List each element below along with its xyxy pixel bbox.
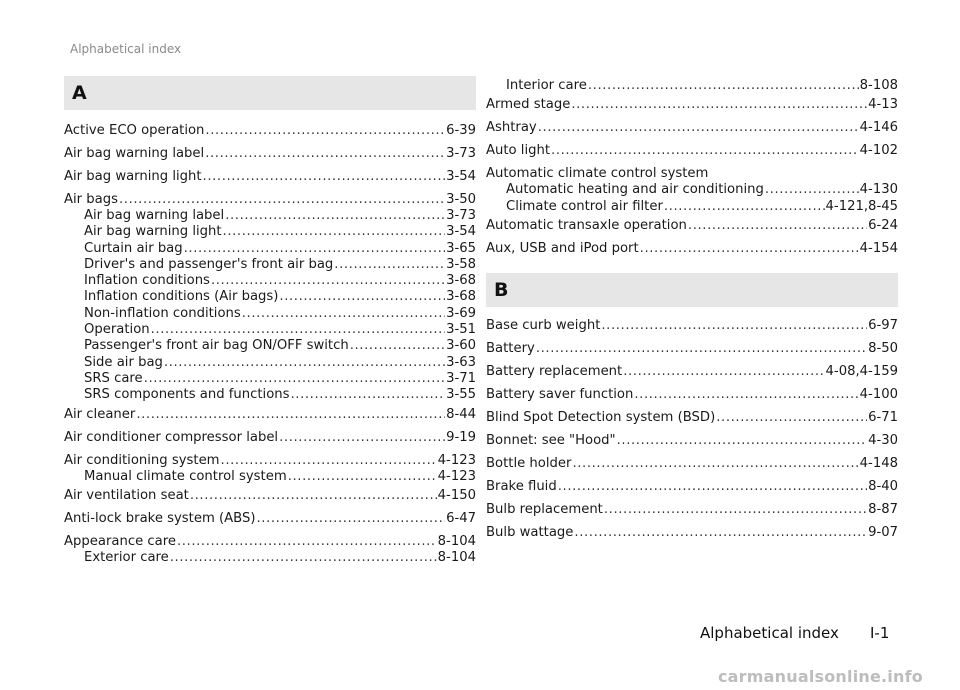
index-entry	[64, 191, 476, 208]
index-entry	[64, 168, 476, 185]
entry-page-ref: 4-100	[859, 386, 898, 402]
entry-label: Automatic climate control system	[486, 166, 709, 182]
entry-label: Active ECO operation	[64, 123, 205, 138]
index-entry	[64, 533, 476, 550]
dot-leader	[334, 257, 445, 273]
dot-leader	[221, 452, 437, 469]
running-header: Alphabetical index	[70, 42, 182, 56]
entry-label: Air bags	[64, 192, 118, 207]
index-entry	[486, 363, 898, 380]
dot-leader	[257, 510, 446, 527]
dot-leader	[291, 387, 446, 403]
entry-page-ref: 8-40	[868, 478, 898, 494]
entry-page-ref: 3-69	[446, 305, 476, 321]
entry-label: Battery replacement	[486, 363, 623, 379]
entry-page-ref: 4-08,4-159	[825, 363, 898, 379]
entry-label: Operation	[84, 322, 150, 338]
dot-leader	[190, 487, 437, 504]
entry-page-ref: 4-130	[859, 182, 898, 198]
entry-page-ref: 6-39	[446, 123, 476, 138]
entry-page-ref: 3-55	[446, 387, 476, 403]
entry-label: Ashtray	[486, 120, 537, 136]
index-entry	[486, 119, 898, 136]
dot-leader	[184, 241, 445, 257]
index-entry	[64, 145, 476, 162]
dot-leader	[617, 432, 867, 449]
entry-page-ref: 3-54	[446, 169, 476, 184]
index-entry	[486, 240, 898, 257]
dot-leader	[588, 78, 859, 94]
index-list-b	[486, 317, 898, 541]
entry-label: Exterior care	[84, 549, 169, 565]
entry-label: Aux, USB and iPod port	[486, 240, 639, 256]
entry-label: Bottle holder	[486, 455, 572, 471]
entry-label: Battery	[486, 340, 535, 356]
entry-page-ref: 4-30	[868, 432, 898, 448]
dot-leader	[223, 224, 446, 240]
index-entry	[486, 455, 898, 472]
dot-leader	[144, 371, 445, 387]
dot-leader	[164, 355, 445, 371]
entry-page-ref: 4-150	[437, 487, 476, 503]
index-entry	[486, 199, 898, 215]
dot-leader	[170, 550, 437, 566]
entry-label: Appearance care	[64, 533, 176, 549]
entry-label: Blind Spot Detection system (BSD)	[486, 409, 716, 425]
entry-page-ref: 3-58	[446, 256, 476, 272]
index-entry	[64, 208, 476, 224]
entry-label: Air bag warning label	[64, 146, 205, 161]
entry-page-ref: 3-73	[446, 208, 476, 223]
entry-page-ref: 4-121,8-45	[825, 198, 898, 214]
index-entry	[486, 524, 898, 541]
entry-page-ref: 4-154	[859, 240, 898, 256]
index-entry	[486, 432, 898, 449]
index-entry	[486, 165, 898, 182]
entry-label: Manual climate control system	[84, 468, 287, 484]
index-entry	[486, 78, 898, 94]
entry-page-ref: 8-87	[868, 501, 898, 517]
dot-leader	[634, 386, 858, 403]
dot-leader	[716, 409, 867, 426]
index-entry	[486, 409, 898, 426]
entry-label: Driver's and passenger's front air bag	[84, 256, 334, 272]
entry-page-ref: 6-24	[868, 217, 898, 233]
entry-label: Inflation conditions	[84, 273, 210, 289]
entry-label: Air conditioner compressor label	[64, 429, 279, 445]
dot-leader	[151, 322, 445, 338]
section-letter-b: B	[486, 273, 898, 307]
dot-leader	[211, 273, 445, 289]
dot-leader	[558, 478, 867, 495]
index-entry	[486, 217, 898, 234]
dot-leader	[288, 469, 437, 485]
index-entry	[64, 355, 476, 371]
entry-label: Automatic transaxle operation	[486, 217, 687, 233]
entry-page-ref: 9-19	[446, 429, 476, 445]
index-entry	[64, 510, 476, 527]
entry-label: SRS care	[84, 370, 143, 386]
dot-leader	[572, 455, 858, 472]
dot-leader	[279, 429, 445, 446]
entry-label: Automatic heating and air conditioning	[506, 182, 764, 198]
entry-page-ref: 4-123	[437, 468, 476, 484]
entry-page-ref: 4-148	[859, 455, 898, 471]
entry-label: Interior care	[506, 78, 587, 93]
index-entry	[64, 429, 476, 446]
dot-leader	[664, 199, 825, 215]
footer-title: Alphabetical index	[700, 624, 839, 642]
entry-page-ref: 3-60	[446, 338, 476, 354]
entry-page-ref: 9-07	[868, 524, 898, 540]
entry-label: SRS components and functions	[84, 387, 290, 403]
entry-page-ref: 3-68	[446, 273, 476, 289]
dot-leader	[536, 340, 867, 357]
index-entry	[486, 386, 898, 403]
entry-page-ref: 6-47	[446, 510, 476, 526]
dot-leader	[604, 501, 867, 518]
dot-leader	[119, 191, 445, 208]
entry-label: Inflation conditions (Air bags)	[84, 289, 279, 305]
entry-page-ref: 4-123	[437, 452, 476, 468]
entry-label: Air bag warning label	[84, 208, 225, 223]
dot-leader	[350, 338, 445, 354]
dot-leader	[551, 142, 859, 159]
dot-leader	[279, 289, 445, 305]
entry-label: Bonnet: see "Hood"	[486, 432, 616, 448]
index-entry	[486, 478, 898, 495]
dot-leader	[136, 406, 445, 423]
dot-leader	[571, 96, 867, 113]
index-entry	[486, 501, 898, 518]
entry-page-ref: 8-108	[859, 78, 898, 93]
index-column-right	[486, 78, 898, 541]
index-entry	[64, 122, 476, 139]
entry-label: Base curb weight	[486, 317, 601, 333]
index-entry	[486, 340, 898, 357]
entry-page-ref: 4-146	[859, 120, 898, 136]
entry-label: Non-inflation conditions	[84, 305, 241, 321]
index-list-a-continued	[486, 78, 898, 257]
index-entry	[64, 306, 476, 322]
page-number: I-1	[870, 624, 890, 642]
dot-leader	[640, 240, 859, 257]
index-entry	[64, 241, 476, 257]
entry-page-ref: 6-71	[868, 409, 898, 425]
entry-page-ref: 8-50	[868, 340, 898, 356]
index-entry	[64, 406, 476, 423]
entry-page-ref: 3-63	[446, 354, 476, 370]
index-entry	[64, 487, 476, 504]
dot-leader	[203, 168, 446, 185]
entry-label: Air conditioning system	[64, 452, 220, 468]
index-entry	[64, 273, 476, 289]
entry-page-ref: 4-13	[868, 97, 898, 113]
entry-page-ref: 3-50	[446, 192, 476, 207]
dot-leader	[623, 363, 824, 380]
index-entry	[486, 96, 898, 113]
index-entry	[64, 338, 476, 354]
index-entry	[64, 257, 476, 273]
entry-label: Battery saver function	[486, 386, 634, 402]
entry-label: Side air bag	[84, 354, 163, 370]
entry-page-ref: 8-44	[446, 406, 476, 422]
entry-page-ref: 4-102	[859, 143, 898, 159]
index-entry	[64, 469, 476, 485]
index-entry	[64, 387, 476, 403]
entry-label: Climate control air filter	[506, 198, 663, 214]
index-entry	[64, 322, 476, 338]
entry-label: Brake fluid	[486, 478, 557, 494]
section-letter-a: A	[64, 76, 476, 110]
dot-leader	[765, 182, 859, 198]
index-entry	[486, 142, 898, 159]
dot-leader	[225, 208, 445, 224]
index-entry	[486, 317, 898, 334]
dot-leader	[688, 217, 867, 234]
index-entry	[64, 289, 476, 305]
entry-label: Anti-lock brake system (ABS)	[64, 510, 256, 526]
dot-leader	[205, 122, 445, 139]
entry-page-ref: 3-68	[446, 289, 476, 305]
entry-label: Passenger's front air bag ON/OFF switch	[84, 338, 349, 354]
entry-label: Air bag warning light	[64, 169, 202, 184]
index-list-a	[64, 122, 476, 566]
entry-label: Air cleaner	[64, 406, 136, 422]
index-entry	[64, 371, 476, 387]
index-entry	[64, 224, 476, 240]
entry-label: Armed stage	[486, 97, 571, 113]
entry-label: Air bag warning light	[84, 224, 222, 240]
dot-leader	[205, 145, 445, 162]
entry-label: Bulb replacement	[486, 501, 603, 517]
dot-leader	[242, 306, 445, 322]
index-entry	[64, 550, 476, 566]
entry-page-ref: 3-71	[446, 370, 476, 386]
entry-page-ref: 3-51	[446, 322, 476, 338]
entry-label: Auto light	[486, 143, 551, 159]
index-entry	[486, 182, 898, 198]
watermark: carmanualsonline.info	[718, 667, 923, 686]
entry-page-ref: 6-97	[868, 317, 898, 333]
dot-leader	[177, 533, 437, 550]
index-entry	[64, 452, 476, 469]
entry-page-ref: 3-73	[446, 146, 476, 161]
entry-page-ref: 8-104	[437, 549, 476, 565]
entry-label: Air ventilation seat	[64, 487, 189, 503]
entry-label: Curtain air bag	[84, 240, 183, 256]
entry-page-ref: 3-54	[446, 224, 476, 240]
dot-leader	[538, 119, 859, 136]
entry-page-ref: 8-104	[437, 533, 476, 549]
dot-leader	[574, 524, 867, 541]
dot-leader	[601, 317, 867, 334]
entry-label: Bulb wattage	[486, 524, 574, 540]
entry-page-ref: 3-65	[446, 240, 476, 256]
index-column-left	[64, 76, 476, 566]
